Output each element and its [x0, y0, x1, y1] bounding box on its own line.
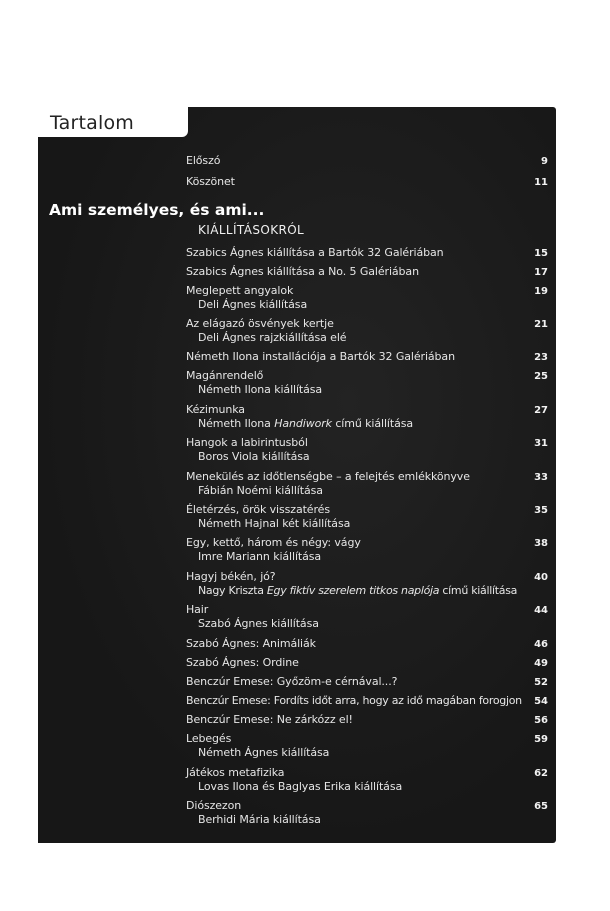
- toc-page: 17: [534, 267, 548, 278]
- toc-title: Hagyj békén, jó?: [186, 570, 276, 583]
- toc-subtitle: Németh Ágnes kiállítása: [198, 746, 330, 759]
- toc-title: Játékos metafizika: [186, 766, 285, 779]
- toc-page: 11: [534, 177, 548, 188]
- toc-title: Az elágazó ösvények kertje: [186, 317, 334, 330]
- toc-subtitle-text: című kiállítása: [331, 417, 413, 430]
- toc-subtitle-text: Nagy Kriszta: [198, 584, 267, 597]
- toc-page: 35: [534, 505, 548, 516]
- toc-page: 40: [534, 572, 548, 583]
- toc-page: 59: [534, 734, 548, 745]
- toc-page: 56: [534, 715, 548, 726]
- section-heading: Ami személyes, és ami...: [49, 201, 265, 219]
- toc-title: Hangok a labirintusból: [186, 436, 308, 449]
- toc-subtitle: [198, 417, 413, 430]
- toc-subtitle: Németh Ilona kiállítása: [198, 383, 323, 396]
- toc-subtitle: Imre Mariann kiállítása: [198, 550, 322, 563]
- toc-title: Kézimunka: [186, 403, 245, 416]
- toc-page: 9: [541, 156, 548, 167]
- toc-title: Benczúr Emese: Fordíts időt arra, hogy az idő magában forogjon: [186, 694, 522, 707]
- toc-page: 15: [534, 248, 548, 259]
- toc-page: 44: [534, 605, 548, 616]
- toc-title: Benczúr Emese: Győzöm-e cérnával...?: [186, 675, 398, 688]
- toc-title: Egy, kettő, három és négy: vágy: [186, 536, 361, 549]
- toc-page: 33: [534, 472, 548, 483]
- page-title: Tartalom: [50, 112, 135, 134]
- toc-title: Szabics Ágnes kiállítása a No. 5 Galériában: [186, 265, 419, 278]
- toc-page: 49: [534, 658, 548, 669]
- toc-page: 38: [534, 538, 548, 549]
- toc-page: 46: [534, 639, 548, 650]
- toc-title: Szabics Ágnes kiállítása a Bartók 32 Galériában: [186, 246, 444, 259]
- toc-subtitle-text: című kiállítása: [439, 584, 518, 597]
- toc-title: Diószezon: [186, 799, 242, 812]
- toc-subtitle: Németh Hajnal két kiállítása: [198, 517, 351, 530]
- toc-title: Benczúr Emese: Ne zárkózz el!: [186, 713, 353, 726]
- toc-page: 25: [534, 371, 548, 382]
- toc-subtitle-italic: Handiwork: [274, 417, 332, 430]
- toc-page: 62: [534, 768, 548, 779]
- toc-subtitle-text: Németh Ilona: [198, 417, 275, 430]
- toc-subtitle-italic: Egy fiktív szerelem titkos naplója: [266, 584, 440, 597]
- toc-subtitle: [198, 584, 517, 597]
- toc-title: Szabó Ágnes: Ordine: [186, 656, 299, 669]
- toc-title: Hair: [186, 603, 209, 616]
- toc-subtitle: Lovas Ilona és Baglyas Erika kiállítása: [198, 780, 403, 793]
- toc-page: 19: [534, 286, 548, 297]
- toc-title: Szabó Ágnes: Animáliák: [186, 637, 316, 650]
- toc-subtitle: Szabó Ágnes kiállítása: [198, 617, 319, 630]
- toc-title: Előszó: [186, 154, 221, 167]
- toc-page: 65: [534, 801, 548, 812]
- toc-page: 21: [534, 319, 548, 330]
- toc-page: 27: [534, 405, 548, 416]
- toc-page: 52: [534, 677, 548, 688]
- toc-title: Életérzés, örök visszatérés: [186, 503, 330, 516]
- toc-subtitle: Boros Viola kiállítása: [198, 450, 310, 463]
- toc-title: Köszönet: [186, 175, 235, 188]
- toc-subtitle: Berhidi Mária kiállítása: [198, 813, 321, 826]
- toc-page: 31: [534, 438, 548, 449]
- toc-title: Lebegés: [186, 732, 232, 745]
- section-subheading: KIÁLLÍTÁSOKRÓL: [198, 223, 305, 237]
- toc-title: Németh Ilona installációja a Bartók 32 Galériában: [186, 350, 455, 363]
- toc-page: 23: [534, 352, 548, 363]
- toc-subtitle: Fábián Noémi kiállítása: [198, 484, 323, 497]
- title-tab: [38, 107, 188, 137]
- toc-title: Magánrendelő: [186, 369, 264, 382]
- toc-page: 54: [534, 696, 548, 707]
- toc-title: Meglepett angyalok: [186, 284, 294, 297]
- toc-subtitle: Deli Ágnes rajzkiállítása elé: [198, 331, 347, 344]
- toc-subtitle: Deli Ágnes kiállítása: [198, 298, 308, 311]
- toc-title: Menekülés az időtlenségbe – a felejtés emlékkönyve: [186, 470, 470, 483]
